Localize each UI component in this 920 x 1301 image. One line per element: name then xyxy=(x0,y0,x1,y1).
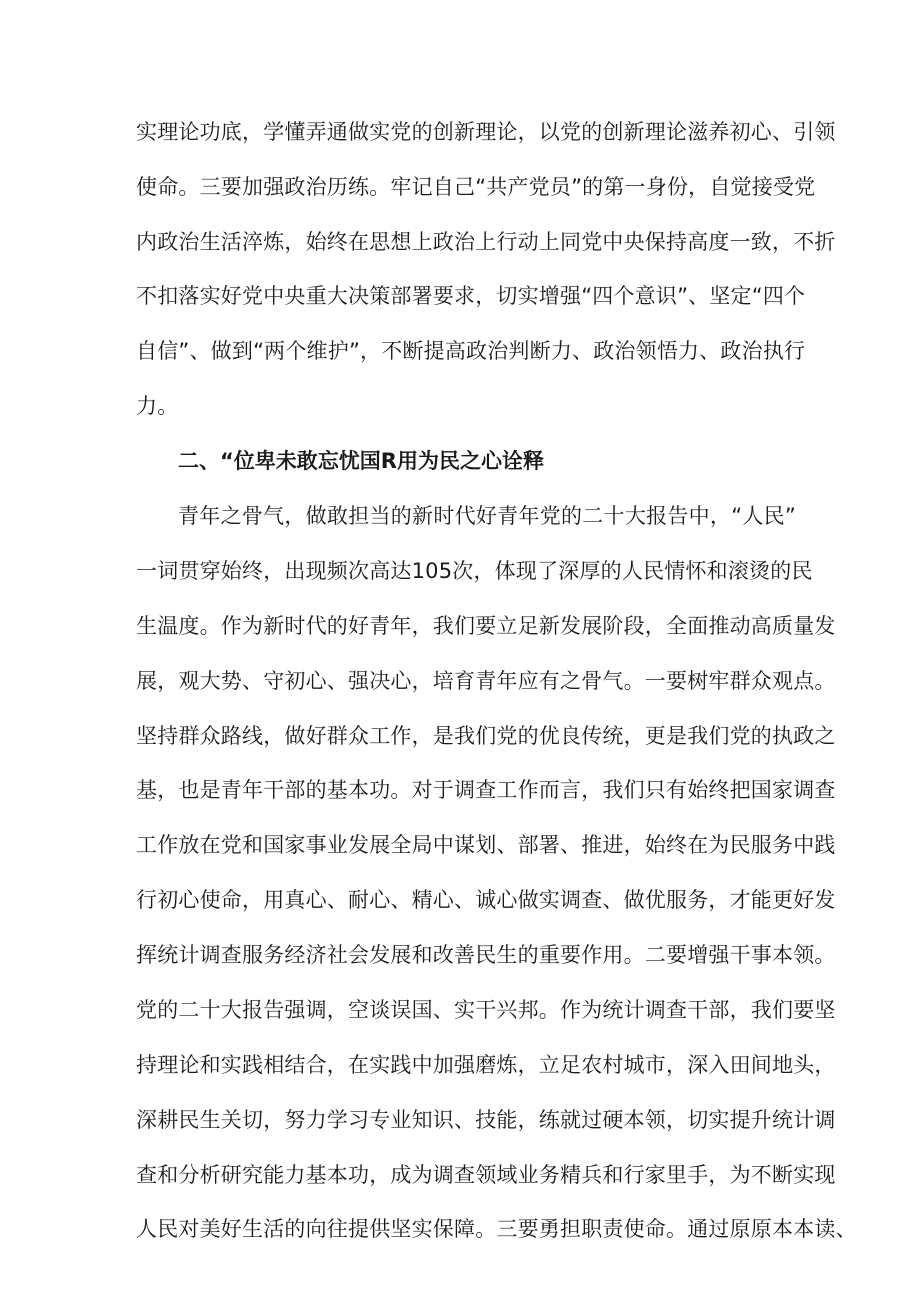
paragraph-line: 工作放在党和国家事业发展全局中谋划、部署、推进，始终在为民服务中践 xyxy=(136,833,836,857)
paragraph-line: 基，也是青年干部的基本功。对于调查工作而言，我们只有始终把国家调查 xyxy=(136,778,836,802)
paragraph-line: 力。 xyxy=(136,394,179,418)
paragraph-line: 内政治生活淬炼，始终在思想上政治上行动上同党中央保持高度一致，不折 xyxy=(136,230,836,254)
section-heading: 二、“位卑未敢忘忧国R用为民之心诠释 xyxy=(178,449,544,473)
paragraph-line: 青年之骨气，做敢担当的新时代好青年党的二十大报告中，“人民” xyxy=(178,504,796,528)
paragraph-line: 行初心使命，用真心、耐心、精心、诚心做实调查、做优服务，才能更好发 xyxy=(136,888,836,912)
paragraph-line: 持理论和实践相结合，在实践中加强磨炼，立足农村城市，深入田间地头， xyxy=(136,1053,836,1077)
paragraph-line: 使命。三要加强政治历练。牢记自己“共产党员”的第一身份，自觉接受党 xyxy=(136,175,816,199)
paragraph-line: 实理论功底，学懂弄通做实党的创新理论，以党的创新理论滋养初心、引领 xyxy=(136,120,836,144)
paragraph-line: 不扣落实好党中央重大决策部署要求，切实增强“四个意识”、坚定“四个 xyxy=(136,284,806,308)
paragraph-line: 查和分析研究能力基本功，成为调查领域业务精兵和行家里手，为不断实现 xyxy=(136,1163,836,1187)
paragraph-line: 人民对美好生活的向往提供坚实保障。三要勇担职责使命。通过原原本本读、 xyxy=(136,1217,857,1241)
paragraph-line: 挥统计调查服务经济社会发展和改善民生的重要作用。二要增强干事本领。 xyxy=(136,943,836,967)
paragraph-line: 坚持群众路线，做好群众工作，是我们党的优良传统，更是我们党的执政之 xyxy=(136,724,836,748)
paragraph-line: 自信”、做到“两个维护”，不断提高政治判断力、政治领悟力、政治执行 xyxy=(136,339,806,363)
paragraph-line: 展，观大势、守初心、强决心，培育青年应有之骨气。一要树牢群众观点。 xyxy=(136,669,836,693)
paragraph-line: 党的二十大报告强调，空谈误国、实干兴邦。作为统计调查干部，我们要坚 xyxy=(136,998,836,1022)
paragraph-line: 深耕民生关切，努力学习专业知识、技能，练就过硬本领，切实提升统计调 xyxy=(136,1108,836,1132)
paragraph-line: 生温度。作为新时代的好青年，我们要立足新发展阶段，全面推动高质量发 xyxy=(136,614,836,638)
paragraph-line: 一词贯穿始终，出现频次高达105次，体现了深厚的人民情怀和滚烫的民 xyxy=(136,559,813,583)
